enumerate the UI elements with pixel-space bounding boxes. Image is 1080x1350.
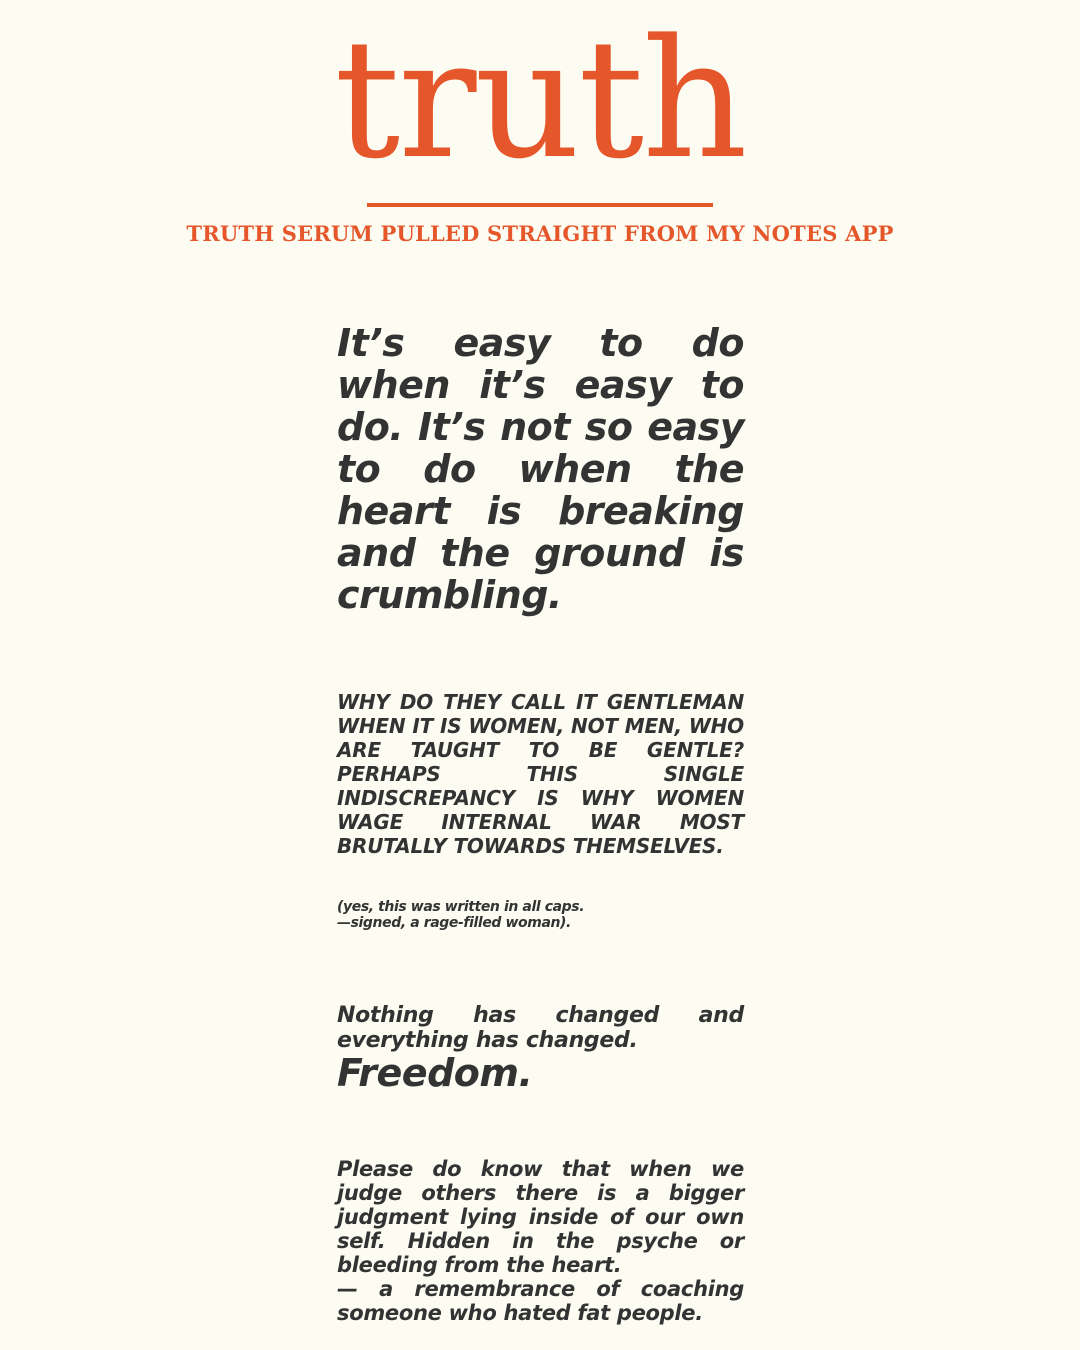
- page-title: truth: [334, 4, 746, 195]
- note-gentleman: WHY DO THEY CALL IT GENTLEMAN WHEN IT IS WOMEN, NOT MEN, WHO ARE TAUGHT TO BE GENTLE? PERHAPS THIS SINGLE INDISCREPANCY IS WHY WOMEN WAGE INTERNAL WAR MOST BRUTALLY TOWARDS THEMSELVES.: [337, 690, 744, 858]
- title-divider: [367, 203, 713, 207]
- aside-line: (yes, this was written in all caps.: [337, 899, 585, 915]
- note-easy-to-do: It’s easy to do when it’s easy to do. It’s not so easy to do when the heart is breaking and the ground is crumbling.: [337, 321, 744, 617]
- note-judgment-attribution: — a remembrance of coaching someone who hated fat people.: [337, 1277, 744, 1325]
- note-freedom: Freedom.: [337, 1051, 533, 1095]
- note-nothing-changed: Nothing has changed and everything has changed.: [337, 1003, 744, 1053]
- page-subtitle: TRUTH SERUM PULLED STRAIGHT FROM MY NOTES APP: [186, 221, 894, 246]
- note-judgment-text: Please do know that when we judge others there is a bigger judgment lying inside of our own self. Hidden in the psyche or bleeding from the heart.: [337, 1157, 744, 1277]
- note-gentleman-aside: [337, 899, 744, 931]
- aside-signature: —signed, a rage-filled woman).: [337, 915, 571, 931]
- note-judgment: [337, 1157, 744, 1325]
